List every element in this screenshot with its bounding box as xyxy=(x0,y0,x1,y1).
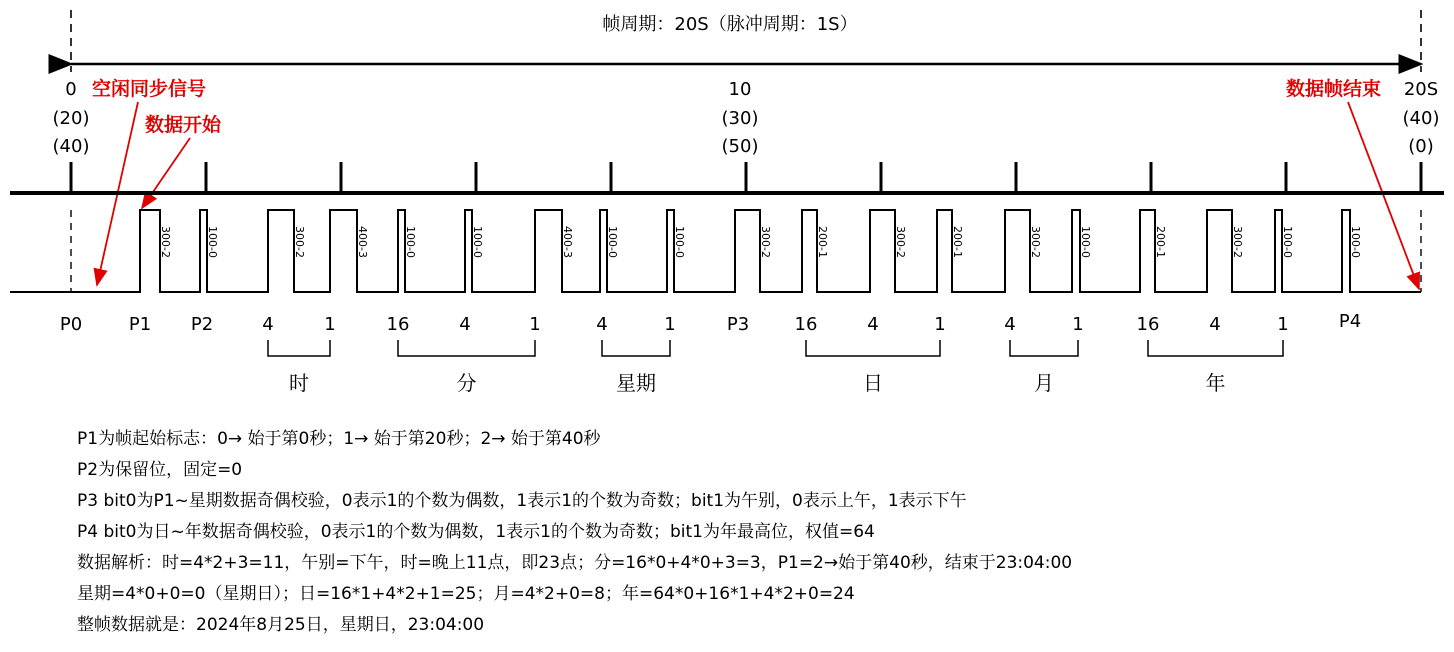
bit-label: 16 xyxy=(794,314,818,335)
note-date-calc: 星期=4*0+0=0（星期日）；日=16*1+4*2+1=25；月=4*2+0=8；年=64*0+16*1+4*2+0=24 xyxy=(77,584,855,604)
scale-right-2: (0) xyxy=(1408,136,1434,157)
note-p3: P3 bit0为P1~星期数据奇偶校验，0表示1的个数为偶数，1表示1的个数为奇数；bit1为午别，0表示上午，1表示下午 xyxy=(77,491,967,511)
pulse-code-label: 100-0 xyxy=(206,226,219,258)
callout-data-start-arrow xyxy=(142,138,190,208)
note-analysis: 数据解析：时=4*2+3=11，午别=下午，时=晚上11点，即23点；分=16*0+4*0+3=3，P1=2→始于第40秒，结束于23:04:00 xyxy=(77,553,1073,573)
bit-label: 4 xyxy=(596,314,608,335)
pulse-code-label: 200-1 xyxy=(951,226,964,258)
pulse-code-label: 300-2 xyxy=(894,226,907,258)
bit-label: 4 xyxy=(459,314,471,335)
group-label: 星期 xyxy=(616,371,656,395)
bit-label: 1 xyxy=(324,314,336,335)
callout-frame-end-arrow xyxy=(1348,102,1419,289)
bit-label: 1 xyxy=(664,314,676,335)
group-label: 分 xyxy=(456,371,477,395)
bit-label: 4 xyxy=(1209,314,1221,335)
group-bracket xyxy=(1148,340,1283,356)
group-bracket xyxy=(1010,340,1078,356)
group-bracket xyxy=(268,340,330,356)
bit-label: P4 xyxy=(1338,311,1362,332)
frame-period-title: 帧周期：20S（脉冲周期：1S） xyxy=(602,14,858,35)
bit-label: 1 xyxy=(1072,314,1084,335)
group-bracket xyxy=(602,340,670,356)
scale-right xyxy=(1403,79,1440,157)
pulse-code-label: 100-0 xyxy=(1349,226,1362,258)
pulse-code-label: 300-2 xyxy=(1231,226,1244,258)
bit-label: P1 xyxy=(128,314,152,335)
pulse-code-label: 400-3 xyxy=(356,226,369,258)
pulse-code-label: 300-2 xyxy=(1029,226,1042,258)
bit-label: 1 xyxy=(529,314,541,335)
pulse-labels xyxy=(159,226,1362,258)
bit-label: P3 xyxy=(726,314,750,335)
scale-mid-2: (50) xyxy=(721,136,759,157)
pulse-code-label: 200-1 xyxy=(816,226,829,258)
pulse-code-label: 100-0 xyxy=(404,226,417,258)
scale-left-2: (40) xyxy=(52,136,90,157)
callout-idle-sync: 空闲同步信号 xyxy=(92,78,207,100)
bit-label: 4 xyxy=(867,314,879,335)
scale-right-1: (40) xyxy=(1402,108,1440,129)
bit-label: 1 xyxy=(934,314,946,335)
scale-right-0: 20S xyxy=(1403,79,1439,100)
note-p2: P2为保留位，固定=0 xyxy=(77,460,243,480)
scale-left xyxy=(53,79,90,157)
group-label: 日 xyxy=(863,371,883,395)
callout-frame-end: 数据帧结束 xyxy=(1286,78,1382,100)
scale-left-1: (20) xyxy=(52,108,90,129)
bit-label: 4 xyxy=(262,314,274,335)
scale-left-0: 0 xyxy=(65,79,77,100)
group-bracket xyxy=(806,340,940,356)
scale-mid-0: 10 xyxy=(728,79,752,100)
pulse-code-label: 300-2 xyxy=(159,226,172,258)
bit-label: 4 xyxy=(1004,314,1016,335)
pulse-code-label: 100-0 xyxy=(1079,226,1092,258)
note-summary: 整帧数据就是：2024年8月25日，星期日，23:04:00 xyxy=(77,615,485,635)
pulse-code-label: 100-0 xyxy=(1281,226,1294,258)
notes-block xyxy=(77,424,1072,641)
group-label: 年 xyxy=(1205,371,1226,395)
group-brackets xyxy=(268,340,1283,395)
pulse-code-label: 300-2 xyxy=(293,226,306,258)
bit-label: P0 xyxy=(59,314,83,335)
note-p4: P4 bit0为日~年数据奇偶校验，0表示1的个数为偶数，1表示1的个数为奇数；bit1为年最高位，权值=64 xyxy=(77,522,875,542)
group-bracket xyxy=(398,340,535,356)
scale-mid-1: (30) xyxy=(721,108,759,129)
bit-label: 16 xyxy=(1136,314,1160,335)
group-label: 时 xyxy=(289,371,309,395)
scale-mid xyxy=(722,79,759,157)
time-axis-ticks xyxy=(71,162,1421,193)
bit-labels xyxy=(60,311,1361,335)
pulse-waveform xyxy=(10,210,1421,292)
callout-data-start: 数据开始 xyxy=(145,114,222,136)
pulse-code-label: 200-1 xyxy=(1154,226,1167,258)
bit-label: P2 xyxy=(190,314,214,335)
note-p1: P1为帧起始标志：0→ 始于第0秒；1→ 始于第20秒；2→ 始于第40秒 xyxy=(77,429,601,449)
bit-label: 1 xyxy=(1277,314,1289,335)
group-label: 月 xyxy=(1034,371,1054,395)
pulse-code-label: 100-0 xyxy=(673,226,686,258)
pulse-code-label: 300-2 xyxy=(759,226,772,258)
pulse-code-label: 100-0 xyxy=(606,226,619,258)
pulse-code-label: 100-0 xyxy=(471,226,484,258)
bit-label: 16 xyxy=(386,314,410,335)
pulse-code-label: 400-3 xyxy=(561,226,574,258)
